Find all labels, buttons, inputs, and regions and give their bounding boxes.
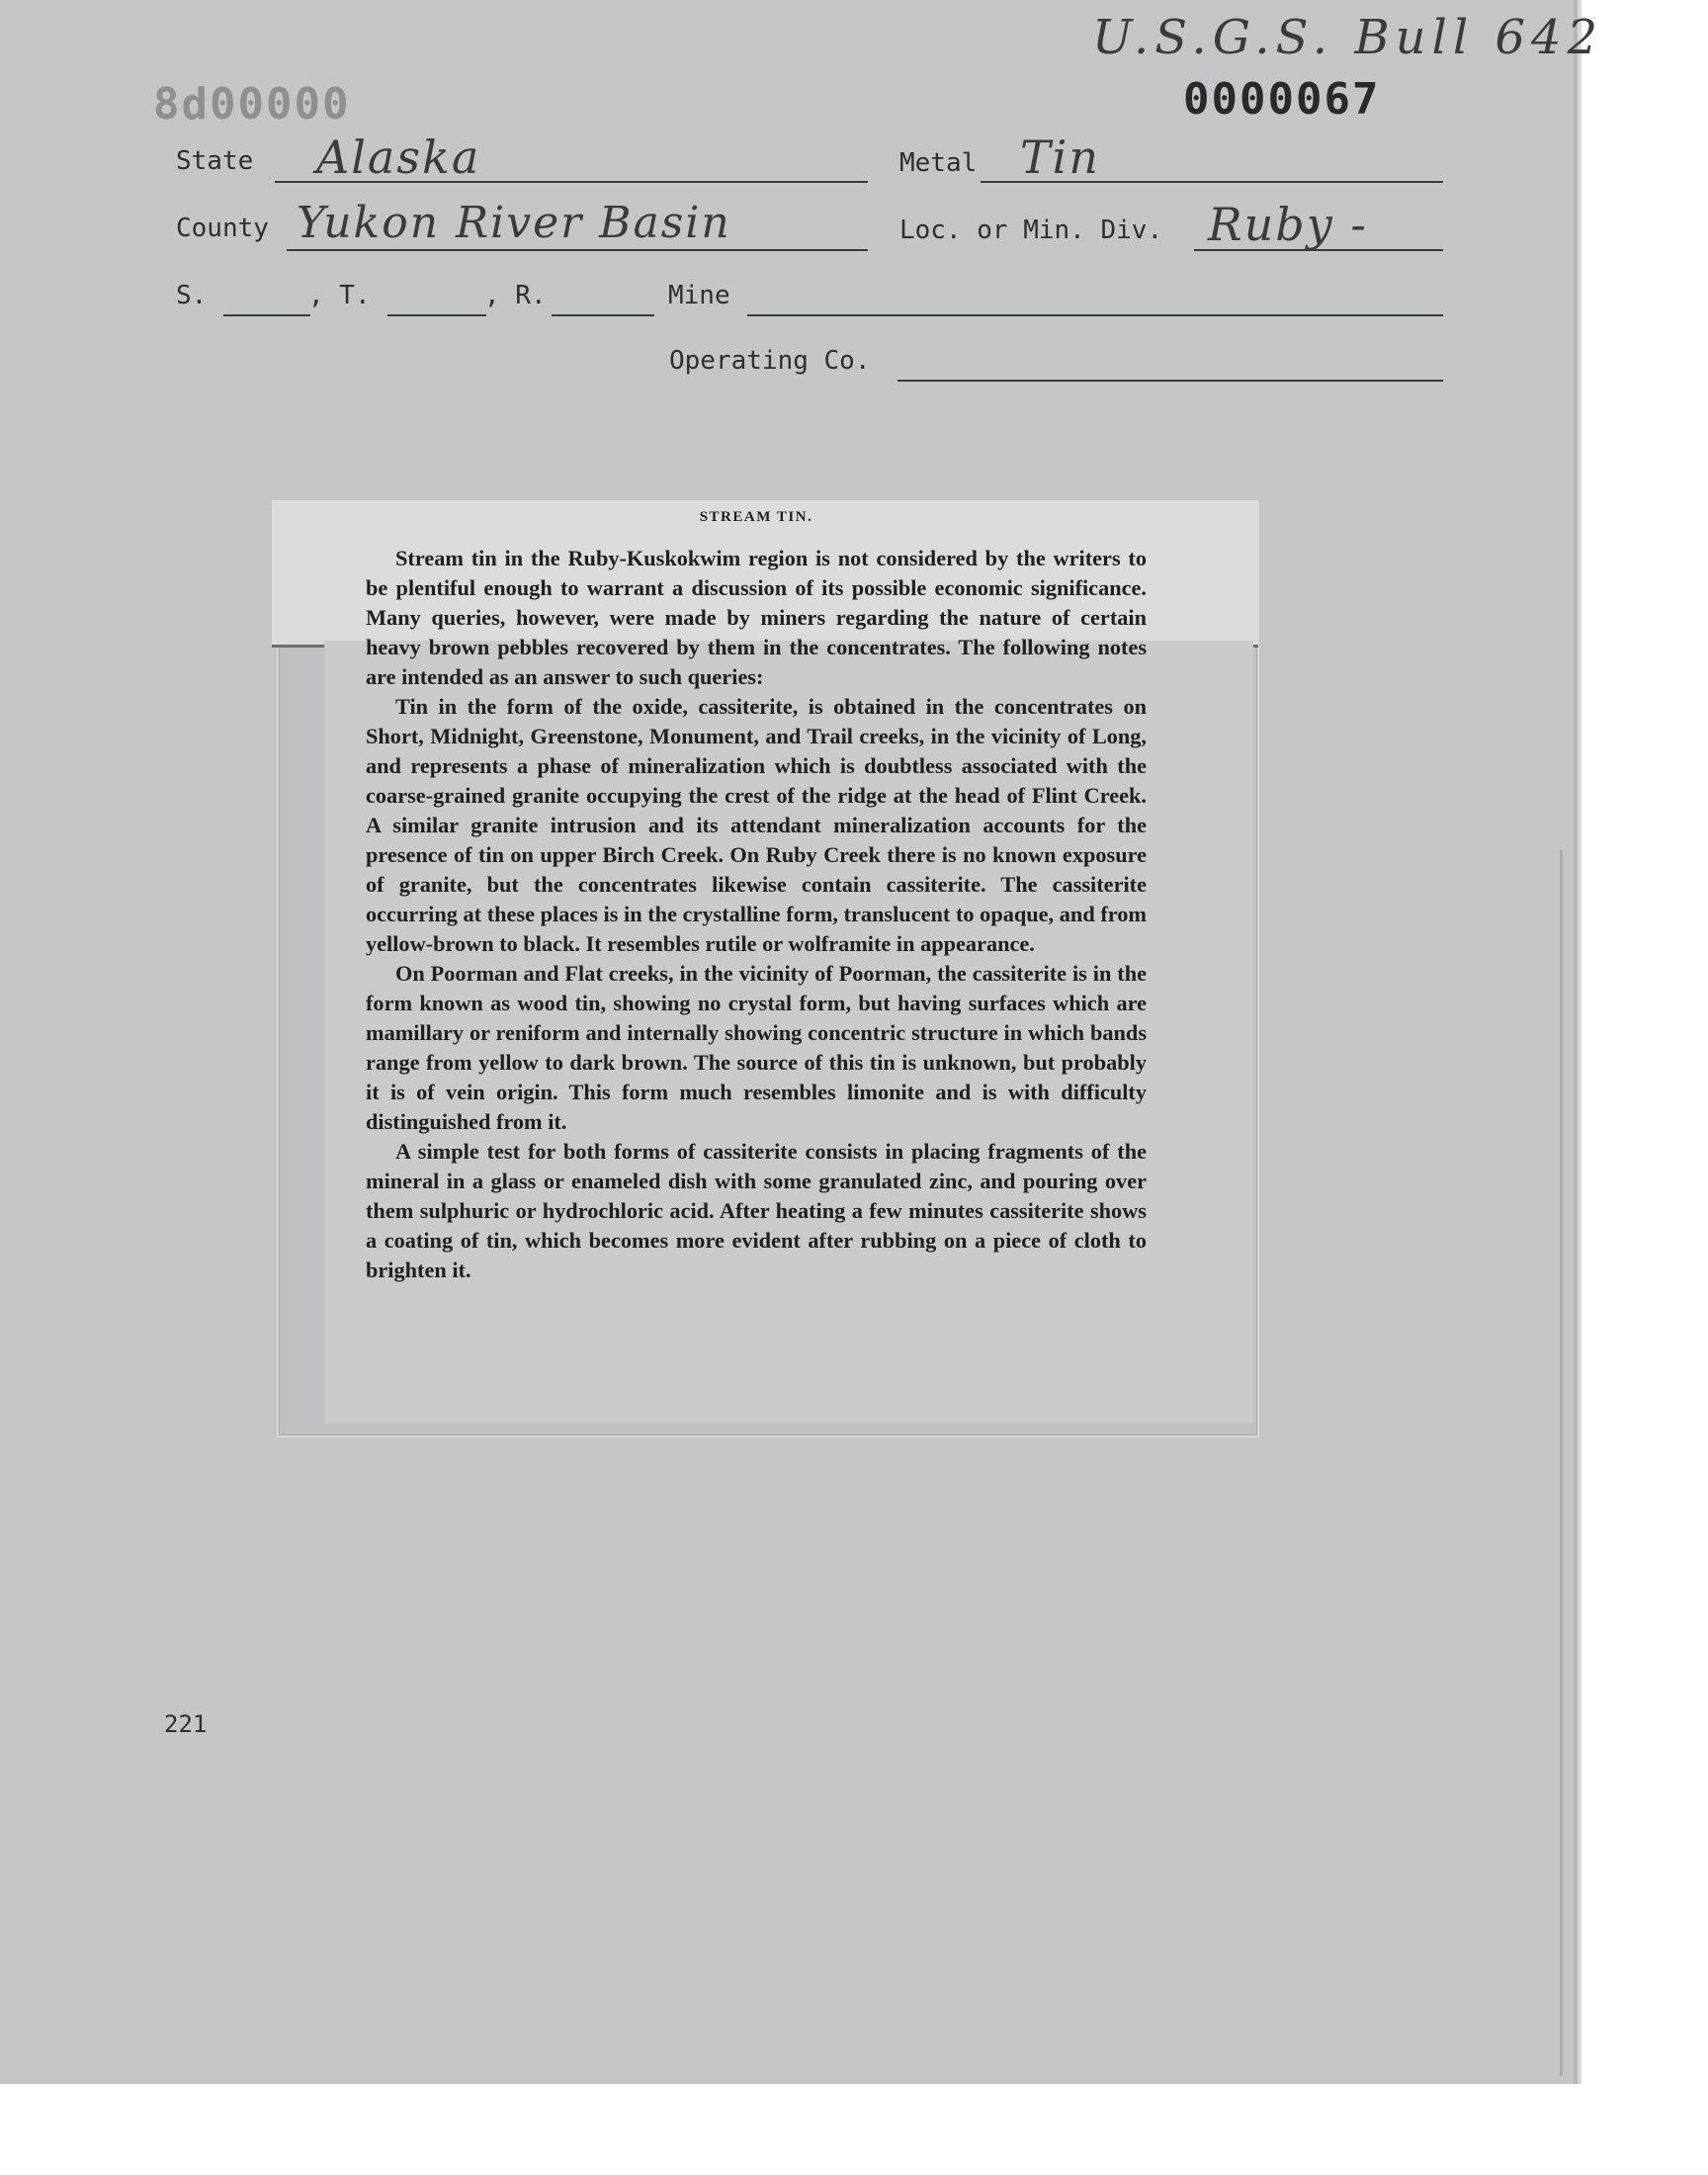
page-number: 221 <box>164 1710 208 1738</box>
article-title: STREAM TIN. <box>699 509 813 525</box>
county-underline <box>287 249 868 251</box>
article-paragraph-2: Tin in the form of the oxide, cassiterite, is obtained in the concentrates on Short, Midnight, Greenstone, Monument, and Trail creeks, in the vicinity of Long, and represents a phase of mineralization which is doubtless associated with the coarse-grained granite occupying the crest of the ridge at the head of Flint Creek. A similar granite intrusion and its attendant mineralization accounts for the presence of tin on upper Birch Creek. On Ruby Creek there is no known exposure of granite, but the concentrates likewise contain cassiterite. The cassiterite occurring at these places is in the crystalline form, translucent to opaque, and from yellow-brown to black. It resembles rutile or wolframite in appearance. <box>366 694 1147 956</box>
metal-value: Tin <box>1020 130 1101 184</box>
township-underline <box>387 314 486 316</box>
range-label: , R. <box>484 281 547 310</box>
section-label: S. <box>176 281 208 310</box>
article-paragraph-1: Stream tin in the Ruby-Kuskokwim region is not considered by the writers to be plentiful enough to warrant a discussion of its possible economic significance. Many queries, however, were made by miners regarding the nature of certain heavy brown pebbles recovered by them in the concentrates. The following notes are intended as an answer to such queries: <box>366 546 1147 689</box>
mine-underline <box>747 314 1443 316</box>
range-underline <box>552 314 654 316</box>
stream-tin-article <box>366 502 1147 1285</box>
section-underline <box>223 314 310 316</box>
operating-co-underline <box>897 380 1443 382</box>
state-value: Alaska <box>316 130 481 184</box>
operating-co-label: Operating Co. <box>669 346 871 376</box>
faint-stamp-number: 8d00000 <box>153 79 351 130</box>
state-label: State <box>176 146 254 176</box>
loc-label: Loc. or Min. Div. <box>899 216 1163 245</box>
article-paragraph-3: On Poorman and Flat creeks, in the vicinity of Poorman, the cassiterite is in the form known as wood tin, showing no crystal form, but having surfaces which are mamillary or reniform and internally showing concentric structure in which bands range from yellow to dark brown. The source of this tin is unknown, but probably it is of vein origin. This form much resembles limonite and is with difficulty distinguished from it. <box>366 961 1147 1134</box>
county-label: County <box>176 214 269 243</box>
county-value: Yukon River Basin <box>297 198 731 248</box>
loc-value: Ruby - <box>1208 198 1368 251</box>
reference-handwriting: U.S.G.S. Bull 642 <box>1092 10 1604 65</box>
article-paragraph-4: A simple test for both forms of cassiterite consists in placing fragments of the mineral in a glass or enameled dish with some granulated zinc, and pouring over them sulphuric or hydrochloric acid. After heating a few minutes cassiterite shows a coating of tin, which becomes more evident after rubbing on a piece of cloth to brighten it. <box>366 1139 1147 1282</box>
serial-stamp-number: 0000067 <box>1183 74 1381 125</box>
township-label: , T. <box>308 281 371 310</box>
metal-label: Metal <box>899 148 978 178</box>
mine-label: Mine <box>668 281 730 310</box>
